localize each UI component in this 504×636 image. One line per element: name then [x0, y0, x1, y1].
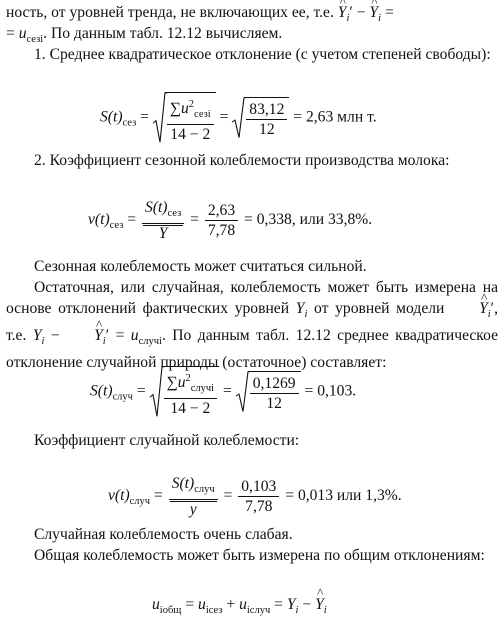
denominator: 12: [259, 121, 275, 138]
formula-s-sluch: [90, 366, 356, 418]
sub-sesi: сезi: [26, 34, 44, 45]
equals: =: [223, 382, 232, 400]
sqrt-value: [236, 371, 301, 413]
equals: =: [127, 211, 137, 229]
square: 2: [185, 373, 191, 384]
sub-sluch: случ: [194, 484, 215, 495]
y-hat: ^ Y: [66, 325, 103, 346]
sub-i: i: [295, 605, 299, 616]
sub-i: i: [102, 336, 106, 347]
equals: =: [185, 596, 195, 613]
equals: =: [223, 487, 233, 505]
minus: −: [50, 327, 60, 344]
residual-text-c: , т.е.: [6, 300, 498, 344]
formula-s-ses: [100, 92, 377, 144]
equals: =: [115, 327, 125, 344]
plus: +: [226, 596, 236, 613]
result: = 0,338, или 33,8%.: [244, 211, 373, 229]
s-t: S(t): [100, 108, 123, 126]
result: = 2,63 млн т.: [293, 108, 377, 126]
random-coef-heading: Коэффициент случайной колеблемости:: [34, 432, 300, 449]
numerator: 0,103: [238, 477, 279, 497]
radical-icon: [232, 97, 246, 139]
equals: =: [274, 596, 283, 613]
radical-icon: [150, 366, 164, 418]
equals: =: [136, 382, 146, 400]
sub-i: i: [378, 13, 382, 24]
sub-ses: сез: [167, 208, 182, 219]
residual-text-d: . По данным табл. 12.12 среднее квадратическое отклонение случайной природы (остаточное) составляет:: [6, 327, 498, 371]
item-2: 2. Коэффициент сезонной колеблемости производства молока:: [34, 152, 450, 169]
residual-text-b: от уровней модели: [314, 300, 445, 317]
sub-sluch: случ: [112, 391, 133, 403]
sub-i: i: [304, 309, 308, 320]
sub-sluchi: случi: [190, 383, 215, 394]
y-hat: ^ Y: [315, 596, 324, 614]
equals: =: [384, 4, 394, 21]
numerator: 0,1269: [250, 374, 299, 394]
denominator: 12: [266, 395, 282, 412]
residual-paragraph: [6, 277, 498, 373]
sub-sluchi: случi: [138, 336, 162, 347]
formula-v-ses: [88, 198, 372, 243]
sub-i: i: [41, 336, 45, 347]
sub-sesi: сезi: [194, 109, 211, 120]
u-symbol: u: [198, 596, 206, 613]
seasonal-strong: Сезонная колеблемость может считаться сильной.: [34, 258, 367, 275]
random-weak: Случайная колеблемость очень слабая.: [34, 526, 293, 543]
denominator: 7,78: [207, 222, 236, 239]
denominator: 14 − 2: [170, 400, 211, 417]
sub-i: i: [346, 13, 350, 24]
minus: −: [356, 4, 366, 21]
y-hat: ^ Y: [451, 298, 488, 319]
prime: ′: [490, 300, 495, 317]
u-symbol: u: [239, 596, 247, 613]
total-intro: Общая колеблемость может быть измерена по общим отклонениям:: [34, 547, 485, 564]
radical-icon: [153, 92, 167, 144]
y-hat-prime: ^ Y: [338, 2, 347, 23]
sub-ses: сез: [122, 117, 137, 129]
sqrt-sum: [153, 92, 216, 144]
y-symbol: Y: [32, 327, 42, 344]
numerator: 83,12: [246, 100, 287, 120]
prime: ′: [105, 327, 110, 344]
u-symbol: u: [180, 100, 189, 117]
sub-i: i: [487, 309, 491, 320]
sqrt-sum: [150, 366, 220, 418]
equals: =: [190, 211, 199, 229]
sub-ses: сез: [109, 220, 124, 232]
result: = 0,013 или 1,3%.: [285, 487, 402, 505]
s-t: S(t): [171, 475, 195, 492]
radical-icon: [236, 371, 250, 413]
u-symbol: u: [177, 374, 186, 391]
y-symbol: Y: [286, 596, 296, 613]
numerator: 2,63: [205, 201, 238, 221]
sub-sluch: случ: [129, 496, 151, 508]
formula-total: [152, 596, 327, 616]
u-symbol: u: [130, 327, 139, 344]
sub-ises: iсез: [205, 605, 223, 616]
sub-isluch: iслуч: [246, 605, 271, 616]
s-t: S(t): [144, 199, 168, 216]
formula-v-sluch: [108, 474, 402, 519]
sub-i: i: [323, 605, 327, 616]
sqrt-value: [232, 97, 289, 139]
sub-iobshch: iобщ: [159, 605, 182, 616]
equals: =: [219, 108, 229, 126]
v-t: v(t): [108, 487, 130, 505]
y-symbol: Y: [295, 300, 305, 317]
y-bar: Y: [142, 224, 184, 243]
sum-sign: ∑: [166, 374, 178, 391]
denominator: 7,78: [245, 498, 273, 515]
equals: =: [140, 108, 149, 126]
intro-cont-text: . По данным табл. 12.12 вычисляем.: [43, 25, 283, 42]
y-bar: y: [169, 500, 218, 519]
sum-sign: ∑: [169, 100, 181, 117]
equals: =: [153, 487, 163, 505]
item-1: 1. Среднее квадратическое отклонение (с учетом степеней свободы):: [34, 46, 491, 63]
denominator: 14 − 2: [170, 126, 211, 143]
equals: =: [6, 25, 15, 42]
square: 2: [188, 99, 195, 110]
u-symbol: u: [18, 25, 27, 42]
v-t: v(t): [88, 211, 110, 229]
prime: ′: [349, 4, 353, 21]
u-symbol: u: [152, 596, 160, 613]
s-t: S(t): [90, 382, 113, 400]
residual-text-a: Остаточная, или случайная, колеблемость может быть измерена на основе отклонений фактических уровней: [6, 279, 498, 317]
result: = 0,103.: [304, 382, 357, 400]
intro-text: ность, от уровней тренда, не включающих ее, т.е.: [6, 4, 334, 21]
minus: −: [302, 596, 312, 613]
y-hat: ^ Y: [369, 2, 378, 23]
